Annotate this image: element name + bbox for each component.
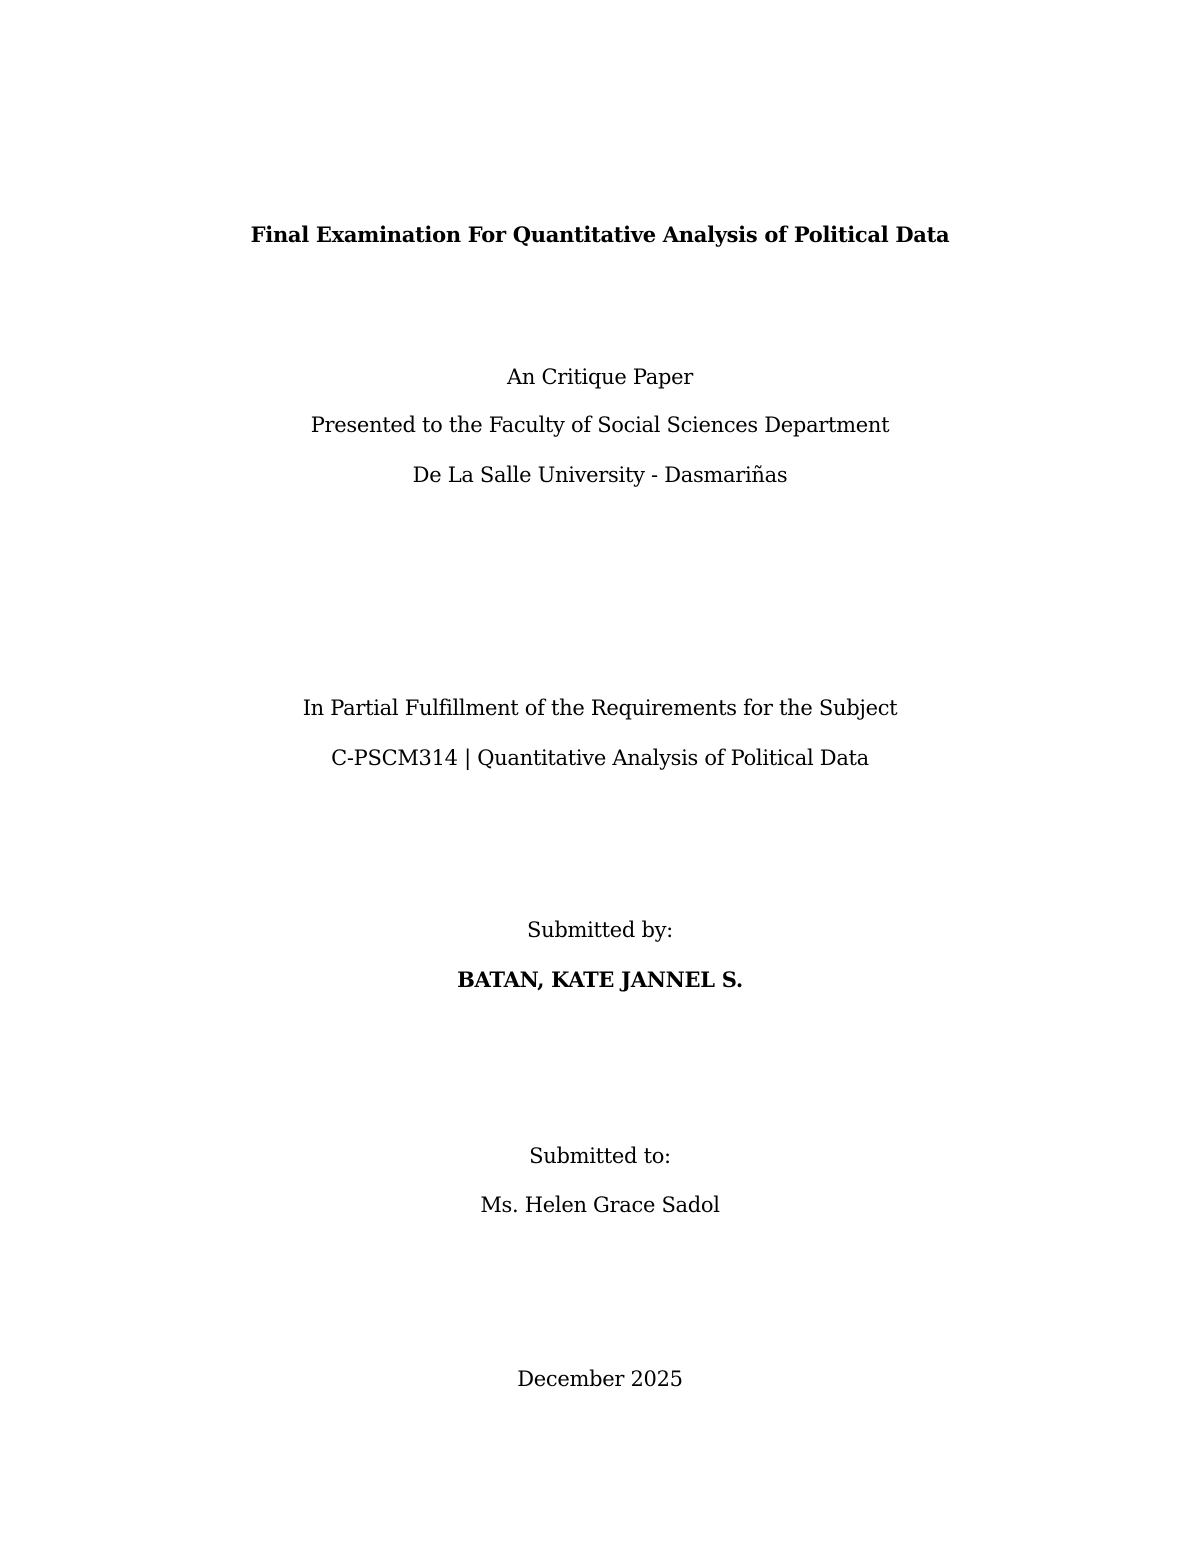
document-title: Final Examination For Quantitative Analysis of Political Data — [250, 222, 950, 247]
fulfillment-statement: In Partial Fulfillment of the Requirements for the Subject — [302, 696, 898, 720]
submitted-to-label: Submitted to: — [529, 1144, 671, 1168]
student-name: BATAN, KATE JANNEL S. — [457, 967, 743, 992]
document-type: An Critique Paper — [507, 365, 693, 389]
instructor-name: Ms. Helen Grace Sadol — [480, 1193, 720, 1217]
presented-to-line: Presented to the Faculty of Social Sciences Department — [310, 413, 890, 437]
course-name: C-PSCM314 | Quantitative Analysis of Political Data — [331, 746, 869, 770]
submitted-by-label: Submitted by: — [527, 918, 673, 942]
institution-name: De La Salle University - Dasmariñas — [412, 463, 788, 487]
submission-date: December 2025 — [517, 1367, 683, 1391]
